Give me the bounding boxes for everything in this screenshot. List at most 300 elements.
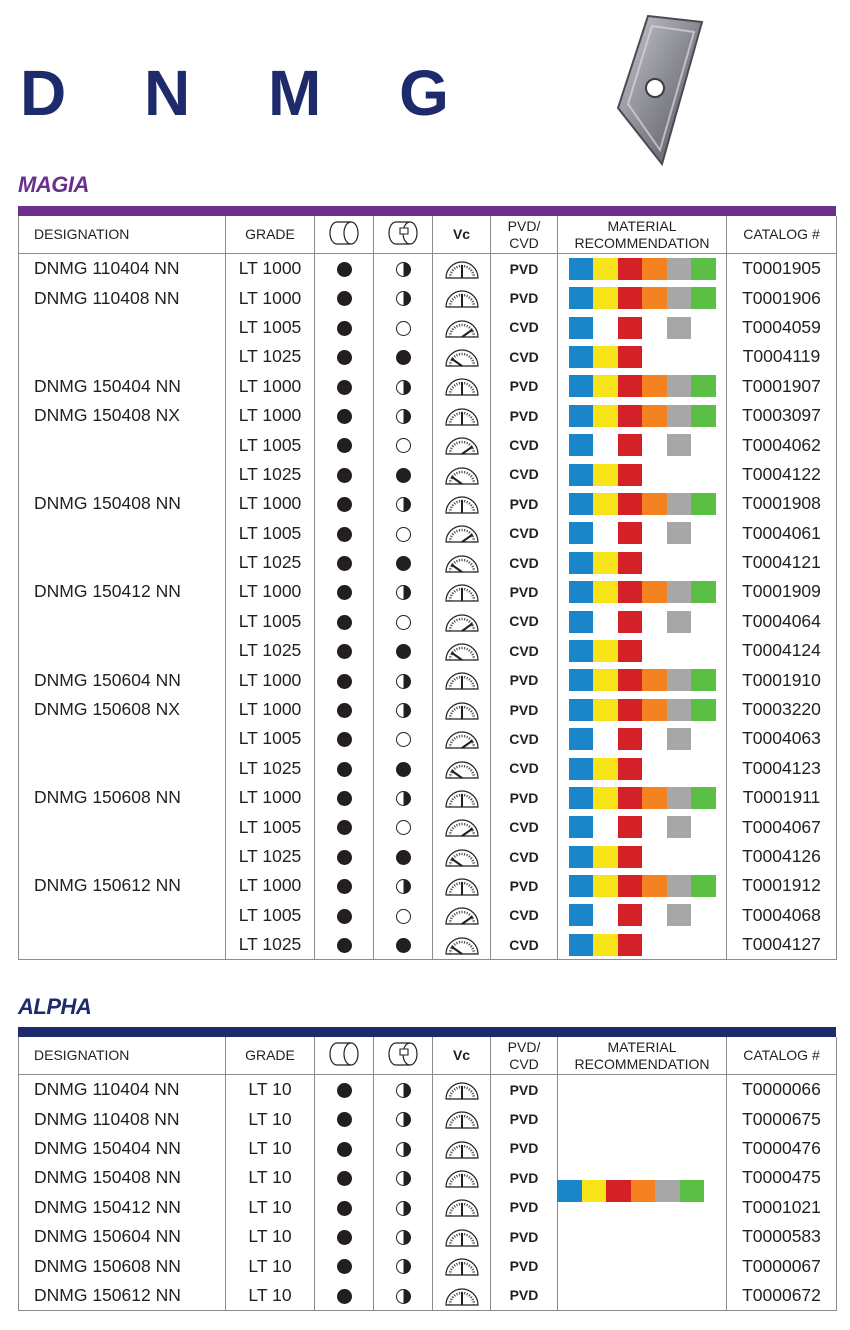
material-swatch-blue [569, 552, 594, 574]
designation-cell [19, 812, 226, 841]
material-swatch-yellow [593, 346, 618, 368]
speed-cell [433, 430, 491, 459]
material-swatch-orange [642, 375, 667, 397]
continuous-cut-cell [315, 636, 374, 665]
catalog-header: CATALOG # [727, 216, 837, 254]
coating-cell: PVD [491, 577, 558, 606]
material-swatch-empty [593, 904, 618, 926]
table-row [19, 901, 837, 930]
material-swatch-red [618, 728, 643, 750]
continuous-cut-cell [315, 313, 374, 342]
cylinder-continuous-cut-icon [327, 1041, 361, 1067]
speed-cell [433, 548, 491, 577]
material-swatch-empty [642, 758, 667, 780]
material-swatch-yellow [593, 875, 618, 897]
material-swatch-empty [691, 552, 716, 574]
grade-cell: LT 1005 [226, 430, 315, 459]
suitability-dot-icon [337, 615, 352, 630]
material-swatch-empty [642, 522, 667, 544]
grade-cell: LT 1025 [226, 342, 315, 371]
table-row [19, 783, 837, 812]
material-swatch-gray [667, 699, 692, 721]
continuous-cut-cell [315, 1281, 374, 1311]
coating-cell: PVD [491, 1222, 558, 1251]
material-swatch-green [691, 287, 716, 309]
alpha-table [18, 1037, 837, 1311]
grade-cell: LT 10 [226, 1222, 315, 1251]
material-swatch-orange [642, 258, 667, 280]
material-swatch-green [691, 493, 716, 515]
material-cell [558, 665, 727, 694]
catalog-cell: T0001912 [727, 871, 837, 900]
material-swatch-green [691, 375, 716, 397]
designation-cell [19, 313, 226, 342]
material-cell [558, 577, 727, 606]
table-row [19, 460, 837, 489]
coating-cell: PVD [491, 283, 558, 312]
material-swatch-yellow [593, 787, 618, 809]
material-swatch-blue [569, 699, 594, 721]
material-swatch-yellow [593, 758, 618, 780]
grade-cell: LT 1000 [226, 489, 315, 518]
material-swatch-green [691, 258, 716, 280]
speed-gauge-icon [443, 816, 481, 838]
material-swatch-blue [569, 287, 594, 309]
suitability-dot-icon [396, 909, 411, 924]
suitability-dot-icon [337, 1259, 352, 1274]
material-swatch-yellow [593, 552, 618, 574]
vc-header: Vc [433, 216, 491, 254]
material-swatch-blue [569, 728, 594, 750]
material-swatch-gray [667, 816, 692, 838]
coating-cell: PVD [491, 1193, 558, 1222]
coating-cell: PVD [491, 1281, 558, 1311]
suitability-dot-icon [396, 409, 411, 424]
material-swatch-empty [593, 728, 618, 750]
speed-cell [433, 1104, 491, 1133]
material-swatch-blue [569, 846, 594, 868]
material-swatch-red [618, 640, 643, 662]
interrupted-cut-cell [374, 930, 433, 960]
material-swatch-empty [691, 346, 716, 368]
coating-cell: CVD [491, 636, 558, 665]
speed-cell [433, 313, 491, 342]
speed-cell [433, 842, 491, 871]
material-swatches [569, 346, 716, 368]
continuous-cut-header [315, 1037, 374, 1075]
material-swatches [569, 699, 716, 721]
continuous-cut-cell [315, 901, 374, 930]
material-swatch-empty [593, 816, 618, 838]
material-swatches [569, 669, 716, 691]
material-swatch-green [691, 875, 716, 897]
continuous-cut-header [315, 216, 374, 254]
speed-gauge-icon [443, 1167, 481, 1189]
table-header-row [19, 1037, 837, 1075]
material-swatch-red [618, 434, 643, 456]
material-swatch-orange [631, 1180, 656, 1202]
material-header-line2: RECOMMENDATION [574, 234, 710, 251]
material-swatch-yellow [582, 1180, 607, 1202]
material-swatch-empty [642, 640, 667, 662]
material-swatch-empty [642, 846, 667, 868]
designation-cell [19, 930, 226, 960]
table-row [19, 1222, 837, 1251]
speed-cell [433, 754, 491, 783]
material-swatch-red [618, 846, 643, 868]
table-row [19, 724, 837, 753]
material-swatch-gray [667, 728, 692, 750]
suitability-dot-icon [396, 938, 411, 953]
designation-cell: DNMG 150612 NN [19, 1281, 226, 1311]
speed-cell [433, 372, 491, 401]
continuous-cut-cell [315, 930, 374, 960]
speed-gauge-icon [443, 1285, 481, 1307]
interrupted-cut-header [374, 1037, 433, 1075]
continuous-cut-cell [315, 460, 374, 489]
material-swatch-red [606, 1180, 631, 1202]
material-swatch-gray [667, 434, 692, 456]
coating-cell: CVD [491, 430, 558, 459]
material-swatch-red [618, 787, 643, 809]
speed-gauge-icon [443, 669, 481, 691]
interrupted-cut-cell [374, 254, 433, 284]
speed-cell [433, 519, 491, 548]
material-swatch-orange [642, 787, 667, 809]
catalog-cell: T0000066 [727, 1075, 837, 1105]
speed-gauge-icon [443, 317, 481, 339]
catalog-cell: T0004064 [727, 607, 837, 636]
continuous-cut-cell [315, 1251, 374, 1280]
material-swatch-red [618, 552, 643, 574]
table-row [19, 754, 837, 783]
material-swatch-blue [569, 640, 594, 662]
designation-cell: DNMG 150604 NN [19, 665, 226, 694]
material-swatch-blue [569, 669, 594, 691]
material-swatch-empty [691, 434, 716, 456]
suitability-dot-icon [337, 380, 352, 395]
material-swatches [569, 287, 716, 309]
suitability-dot-icon [396, 350, 411, 365]
coating-cell: PVD [491, 1104, 558, 1133]
material-swatch-empty [691, 640, 716, 662]
material-cell [558, 1281, 727, 1311]
speed-cell [433, 1281, 491, 1311]
catalog-cell: T0004127 [727, 930, 837, 960]
speed-gauge-icon [443, 552, 481, 574]
cylinder-continuous-cut-icon [327, 220, 361, 246]
material-swatch-empty [642, 464, 667, 486]
grade-cell: LT 1005 [226, 519, 315, 548]
material-swatch-orange [642, 581, 667, 603]
table-row [19, 871, 837, 900]
speed-cell [433, 930, 491, 960]
continuous-cut-cell [315, 548, 374, 577]
continuous-cut-cell [315, 1163, 374, 1192]
continuous-cut-cell [315, 1075, 374, 1105]
continuous-cut-cell [315, 812, 374, 841]
interrupted-cut-cell [374, 283, 433, 312]
continuous-cut-cell [315, 695, 374, 724]
interrupted-cut-cell [374, 901, 433, 930]
catalog-cell: T0004126 [727, 842, 837, 871]
designation-cell: DNMG 150412 NN [19, 1193, 226, 1222]
interrupted-cut-cell [374, 460, 433, 489]
material-cell [558, 372, 727, 401]
speed-cell [433, 871, 491, 900]
interrupted-cut-cell [374, 1251, 433, 1280]
speed-cell [433, 1222, 491, 1251]
table-row [19, 1251, 837, 1280]
catalog-cell: T0001905 [727, 254, 837, 284]
material-cell [558, 548, 727, 577]
speed-gauge-icon [443, 346, 481, 368]
alpha-section [18, 1027, 836, 1311]
material-swatch-gray [667, 787, 692, 809]
grade-cell: LT 10 [226, 1075, 315, 1105]
catalog-header: CATALOG # [727, 1037, 837, 1075]
table-row [19, 401, 837, 430]
coating-cell: PVD [491, 1075, 558, 1105]
designation-cell [19, 754, 226, 783]
material-swatch-empty [642, 346, 667, 368]
suitability-dot-icon [396, 732, 411, 747]
suitability-dot-icon [337, 1142, 352, 1157]
catalog-cell: T0001906 [727, 283, 837, 312]
catalog-cell: T0003097 [727, 401, 837, 430]
material-swatch-green [691, 581, 716, 603]
material-swatch-red [618, 669, 643, 691]
material-cell [558, 812, 727, 841]
material-swatch-empty [691, 464, 716, 486]
material-swatch-red [618, 611, 643, 633]
suitability-dot-icon [337, 1230, 352, 1245]
designation-cell: DNMG 150604 NN [19, 1222, 226, 1251]
coating-cell: CVD [491, 930, 558, 960]
catalog-cell: T0001909 [727, 577, 837, 606]
suitability-dot-icon [396, 556, 411, 571]
grade-cell: LT 1000 [226, 665, 315, 694]
interrupted-cut-cell [374, 754, 433, 783]
material-swatch-empty [691, 317, 716, 339]
suitability-dot-icon [396, 527, 411, 542]
designation-header: DESIGNATION [19, 1037, 226, 1075]
speed-gauge-icon [443, 611, 481, 633]
material-header-line2: RECOMMENDATION [574, 1055, 710, 1072]
table-row [19, 636, 837, 665]
suitability-dot-icon [396, 1112, 411, 1127]
suitability-dot-icon [337, 497, 352, 512]
material-swatch-yellow [593, 669, 618, 691]
speed-cell [433, 489, 491, 518]
material-swatch-green [691, 669, 716, 691]
material-swatch-blue [569, 934, 594, 956]
table-row [19, 842, 837, 871]
speed-gauge-icon [443, 522, 481, 544]
material-cell [558, 519, 727, 548]
speed-gauge-icon [443, 581, 481, 603]
material-swatches [569, 493, 716, 515]
catalog-cell: T0004124 [727, 636, 837, 665]
cylinder-interrupted-cut-icon [386, 1041, 420, 1067]
material-swatch-empty [691, 846, 716, 868]
coating-cell: PVD [491, 871, 558, 900]
catalog-cell: T0001910 [727, 665, 837, 694]
continuous-cut-cell [315, 1134, 374, 1163]
coating-cell: PVD [491, 254, 558, 284]
table-row [19, 695, 837, 724]
grade-cell: LT 10 [226, 1163, 315, 1192]
interrupted-cut-cell [374, 695, 433, 724]
material-cell [558, 283, 727, 312]
suitability-dot-icon [337, 762, 352, 777]
material-swatch-red [618, 405, 643, 427]
interrupted-cut-cell [374, 783, 433, 812]
material-swatch-gray [667, 669, 692, 691]
material-swatch-gray [667, 904, 692, 926]
material-swatch-yellow [593, 699, 618, 721]
material-swatch-gray [667, 317, 692, 339]
speed-gauge-icon [443, 287, 481, 309]
material-swatch-gray [667, 493, 692, 515]
speed-gauge-icon [443, 1226, 481, 1248]
material-swatch-orange [642, 493, 667, 515]
insert-image [610, 12, 710, 172]
speed-cell [433, 1134, 491, 1163]
material-swatch-red [618, 904, 643, 926]
material-swatch-orange [642, 669, 667, 691]
grade-cell: LT 1025 [226, 460, 315, 489]
suitability-dot-icon [337, 938, 352, 953]
section-title-magia: MAGIA [18, 172, 89, 197]
section-title-alpha: ALPHA [18, 994, 92, 1019]
material-cell [558, 430, 727, 459]
material-swatch-blue [569, 464, 594, 486]
interrupted-cut-cell [374, 548, 433, 577]
speed-gauge-icon [443, 1138, 481, 1160]
material-swatch-red [618, 522, 643, 544]
speed-cell [433, 783, 491, 812]
table-row [19, 930, 837, 960]
coating-cell: CVD [491, 607, 558, 636]
material-cell [558, 1104, 727, 1133]
pvd-cvd-header-line1: PVD/ [507, 1038, 541, 1055]
grade-header: GRADE [226, 1037, 315, 1075]
suitability-dot-icon [396, 674, 411, 689]
material-cell [558, 783, 727, 812]
suitability-dot-icon [396, 1142, 411, 1157]
catalog-cell: T0000475 [727, 1163, 837, 1192]
continuous-cut-cell [315, 842, 374, 871]
table-row [19, 812, 837, 841]
suitability-dot-icon [337, 791, 352, 806]
table-header-row [19, 216, 837, 254]
material-swatch-red [618, 317, 643, 339]
grade-cell: LT 1000 [226, 577, 315, 606]
material-swatch-red [618, 875, 643, 897]
grade-cell: LT 1025 [226, 636, 315, 665]
suitability-dot-icon [396, 703, 411, 718]
material-swatch-empty [691, 611, 716, 633]
interrupted-cut-cell [374, 342, 433, 371]
catalog-cell: T0000583 [727, 1222, 837, 1251]
material-swatches [569, 934, 716, 956]
coating-cell: PVD [491, 695, 558, 724]
designation-cell [19, 430, 226, 459]
material-cell [558, 313, 727, 342]
catalog-cell: T0001908 [727, 489, 837, 518]
suitability-dot-icon [396, 1171, 411, 1186]
material-swatch-red [618, 258, 643, 280]
material-swatch-empty [691, 816, 716, 838]
table-row [19, 607, 837, 636]
material-cell [558, 1222, 727, 1251]
magia-section [18, 206, 836, 960]
grade-cell: LT 10 [226, 1281, 315, 1311]
material-swatches [569, 581, 716, 603]
speed-cell [433, 812, 491, 841]
material-header-line1: MATERIAL [607, 1038, 677, 1055]
material-cell [558, 695, 727, 724]
material-cell [558, 871, 727, 900]
material-swatch-yellow [593, 287, 618, 309]
coating-cell: CVD [491, 313, 558, 342]
grade-cell: LT 1000 [226, 695, 315, 724]
catalog-cell: T0001907 [727, 372, 837, 401]
continuous-cut-cell [315, 342, 374, 371]
catalog-cell: T0003220 [727, 695, 837, 724]
pvd-cvd-header-line2: CVD [509, 234, 539, 251]
grade-cell: LT 10 [226, 1104, 315, 1133]
suitability-dot-icon [337, 909, 352, 924]
suitability-dot-icon [396, 879, 411, 894]
table-row [19, 1134, 837, 1163]
designation-cell [19, 548, 226, 577]
material-swatch-empty [691, 758, 716, 780]
material-cell [558, 401, 727, 430]
speed-cell [433, 342, 491, 371]
grade-cell: LT 1005 [226, 313, 315, 342]
continuous-cut-cell [315, 401, 374, 430]
material-swatches [569, 758, 716, 780]
designation-header: DESIGNATION [19, 216, 226, 254]
suitability-dot-icon [396, 380, 411, 395]
suitability-dot-icon [396, 850, 411, 865]
speed-cell [433, 1075, 491, 1105]
interrupted-cut-cell [374, 577, 433, 606]
designation-cell: DNMG 110404 NN [19, 1075, 226, 1105]
magia-table [18, 216, 837, 960]
catalog-cell: T0000675 [727, 1104, 837, 1133]
designation-cell: DNMG 150408 NX [19, 401, 226, 430]
material-swatches [569, 816, 716, 838]
speed-gauge-icon [443, 1196, 481, 1218]
material-cell [558, 254, 727, 284]
grade-cell: LT 10 [226, 1193, 315, 1222]
material-swatch-empty [642, 816, 667, 838]
table-row [19, 313, 837, 342]
designation-cell: DNMG 150612 NN [19, 871, 226, 900]
grade-cell: LT 1025 [226, 842, 315, 871]
table-row [19, 342, 837, 371]
material-swatch-gray [667, 611, 692, 633]
material-swatches [569, 787, 716, 809]
interrupted-cut-cell [374, 1281, 433, 1311]
material-swatch-empty [667, 346, 692, 368]
continuous-cut-cell [315, 871, 374, 900]
material-header-line1: MATERIAL [607, 217, 677, 234]
table-row [19, 489, 837, 518]
